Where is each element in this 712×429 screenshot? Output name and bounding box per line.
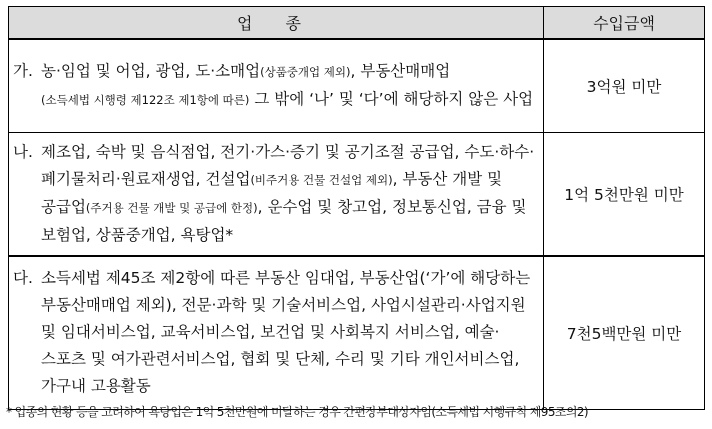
table-row-ga (9, 39, 705, 132)
header-amount: 수입금액 (544, 7, 705, 40)
table-row-da (9, 256, 705, 410)
industry-revenue-table (8, 6, 705, 410)
industry-cell-da (9, 256, 544, 410)
industry-cell-na (9, 132, 544, 256)
row-marker: 가. (13, 61, 33, 80)
row-marker: 다. (13, 269, 33, 288)
industry-cell-ga (9, 39, 544, 132)
table-row-na (9, 132, 705, 256)
amount-cell-ga: 3억원 미만 (544, 39, 705, 132)
industry-text: 소득세법 제45조 제2항에 따른 부동산 임대업, 부동산업(‘가’에 해당하는 부동산매매업 제외), 전문·과학 및 기술서비스업, 사업시설관리·사업지원 및 임대서비스업, 교육서비스업, 보건업 및 사회복지 서비스업, 예술·스포츠 및 여가관련서비스업, 협회 및 단체, 수리 및 기타 개인서비스업, 가구내 고용활동 (41, 269, 531, 396)
amount-cell-na: 1억 5천만원 미만 (544, 132, 705, 256)
industry-text: 농·임업 및 어업, 광업, 도·소매업(상품중개업 제외), 부동산매매업 (소득세법 시행령 제122조 제1항에 따른) 그 밖에 ‘나’ 및 ‘다’에 해당하지 않은 사업 (41, 61, 534, 108)
industry-text: 제조업, 숙박 및 음식점업, 전기·가스·증기 및 공기조절 공급업, 수도·하수·폐기물처리·원료재생업, 건설업(비주거용 건물 건설업 제외), 부동산 개발 및 공급업(주거용 건물 개발 및 공급에 한정), 운수업 및 창고업, 정보통신업, 금융 및 보험업, 상품중개업, 욕탕업* (41, 142, 535, 244)
table-header-row (9, 7, 705, 40)
header-industry: 업 종 (9, 7, 544, 40)
footnote: * 업종의 현황 등을 고려하여 욕탕업은 1억 5천만원에 미달하는 경우 간편장부대상자임(소득세법 시행규칙 제95조의2) (6, 405, 588, 419)
row-marker: 나. (13, 142, 33, 161)
amount-cell-da: 7천5백만원 미만 (544, 256, 705, 410)
